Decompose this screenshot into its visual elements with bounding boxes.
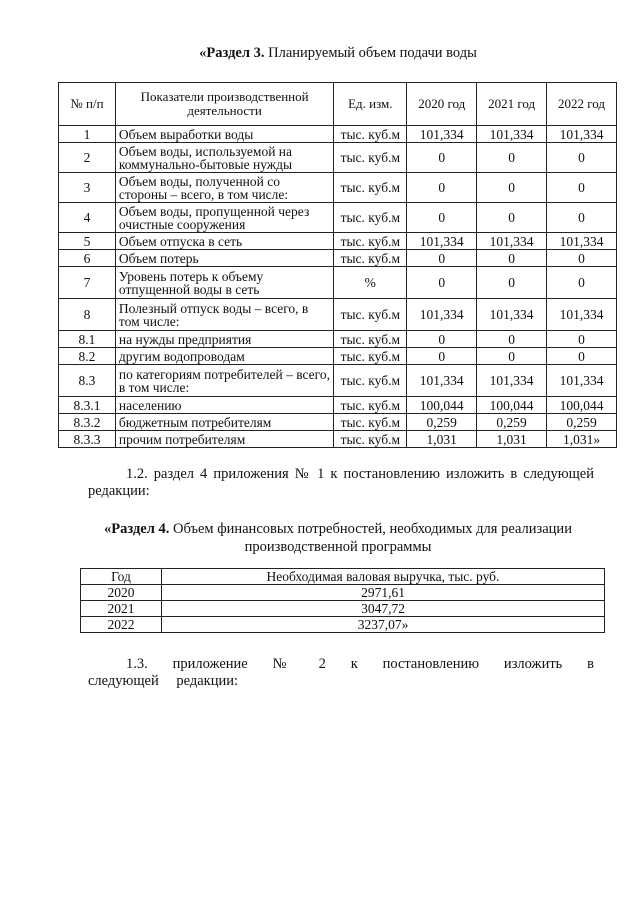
row-value-2020: 101,334	[407, 126, 477, 143]
row-unit: тыс. куб.м	[334, 397, 407, 414]
row-indicator: Уровень потерь к объему отпущенной воды в сеть	[115, 267, 333, 299]
financial-needs-table	[80, 568, 605, 633]
row-number: 7	[59, 267, 116, 299]
table-row	[59, 173, 617, 203]
row-number: 3	[59, 173, 116, 203]
row-value-2021: 0	[477, 267, 547, 299]
table-row	[59, 431, 617, 448]
row-indicator: бюджетным потребителям	[115, 414, 333, 431]
section-3-title: Планируемый объем подачи воды	[264, 45, 477, 61]
row-unit: тыс. куб.м	[334, 173, 407, 203]
row-value-2022: 101,334	[547, 233, 617, 250]
row-indicator: Объем отпуска в сеть	[115, 233, 333, 250]
row-value-2020: 1,031	[407, 431, 477, 448]
row-indicator: Объем воды, полученной со стороны – всего, в том числе:	[115, 173, 333, 203]
table-row	[81, 585, 605, 601]
row-value-2022: 0	[547, 331, 617, 348]
table-row	[59, 414, 617, 431]
row-value-2020: 0	[407, 203, 477, 233]
row-value-2022: 101,334	[547, 126, 617, 143]
row-number: 8	[59, 299, 116, 331]
row-indicator: другим водопроводам	[115, 348, 333, 365]
row-number: 8.3	[59, 365, 116, 397]
table-row	[59, 365, 617, 397]
row-value-2022: 0	[547, 143, 617, 173]
section-4-number: «Раздел 4.	[104, 521, 170, 537]
row-number: 8.1	[59, 331, 116, 348]
row-value-2021: 101,334	[477, 299, 547, 331]
table-row	[59, 331, 617, 348]
table-row	[59, 250, 617, 267]
row-unit: тыс. куб.м	[334, 233, 407, 250]
row-year: 2020	[81, 585, 162, 601]
row-number: 6	[59, 250, 116, 267]
row-unit: тыс. куб.м	[334, 143, 407, 173]
row-indicator: населению	[115, 397, 333, 414]
row-value-2020: 0	[407, 348, 477, 365]
table-row	[59, 203, 617, 233]
row-value-2020: 101,334	[407, 299, 477, 331]
table-row	[59, 233, 617, 250]
row-value-2021: 0	[477, 250, 547, 267]
header-number: № п/п	[59, 83, 116, 126]
table-row	[59, 267, 617, 299]
row-number: 2	[59, 143, 116, 173]
row-indicator: Объем выработки воды	[115, 126, 333, 143]
row-number: 8.3.3	[59, 431, 116, 448]
row-value-2020: 0	[407, 173, 477, 203]
row-value-2020: 101,334	[407, 365, 477, 397]
row-year: 2022	[81, 617, 162, 633]
row-value-2021: 101,334	[477, 233, 547, 250]
row-value-2021: 0,259	[477, 414, 547, 431]
section-4-title: Объем финансовых потребностей, необходимых для реализации производственной программы	[169, 521, 572, 555]
table-header-row	[59, 83, 617, 126]
row-value-2020: 0	[407, 331, 477, 348]
row-value-2021: 0	[477, 348, 547, 365]
row-unit: тыс. куб.м	[334, 348, 407, 365]
row-value-2020: 101,334	[407, 233, 477, 250]
row-unit: тыс. куб.м	[334, 431, 407, 448]
row-year: 2021	[81, 601, 162, 617]
row-number: 1	[59, 126, 116, 143]
row-value-2022: 0	[547, 173, 617, 203]
row-value-2022: 101,334	[547, 365, 617, 397]
header-year: Год	[81, 569, 162, 585]
table-row	[59, 348, 617, 365]
row-indicator: прочим потребителям	[115, 431, 333, 448]
row-unit: %	[334, 267, 407, 299]
row-value-2020: 100,044	[407, 397, 477, 414]
row-value-2021: 101,334	[477, 365, 547, 397]
row-value-2021: 0	[477, 331, 547, 348]
row-number: 8.3.1	[59, 397, 116, 414]
row-number: 8.2	[59, 348, 116, 365]
table-row	[81, 617, 605, 633]
row-unit: тыс. куб.м	[334, 203, 407, 233]
paragraph-1-2	[88, 466, 594, 500]
section-4-heading	[60, 520, 616, 556]
row-value-2021: 101,334	[477, 126, 547, 143]
header-2020: 2020 год	[407, 83, 477, 126]
row-value-2020: 0	[407, 143, 477, 173]
row-value-2022: 0	[547, 267, 617, 299]
section-3-heading	[60, 44, 616, 62]
row-indicator: по категориям потребителей – всего, в том числе:	[115, 365, 333, 397]
header-revenue: Необходимая валовая выручка, тыс. руб.	[162, 569, 605, 585]
row-value-2021: 0	[477, 173, 547, 203]
row-revenue: 2971,61	[162, 585, 605, 601]
section-3-number: «Раздел 3.	[199, 45, 265, 61]
row-unit: тыс. куб.м	[334, 365, 407, 397]
row-number: 4	[59, 203, 116, 233]
paragraph-1-3	[88, 656, 594, 690]
row-value-2022: 100,044	[547, 397, 617, 414]
row-value-2021: 0	[477, 143, 547, 173]
row-value-2022: 1,031»	[547, 431, 617, 448]
row-unit: тыс. куб.м	[334, 299, 407, 331]
row-indicator: Полезный отпуск воды – всего, в том числе:	[115, 299, 333, 331]
paragraph-1-2-text: 1.2. раздел 4 приложения № 1 к постановлению изложить в следующей редакции:	[88, 466, 594, 499]
row-value-2021: 100,044	[477, 397, 547, 414]
row-value-2022: 0	[547, 348, 617, 365]
table-row	[59, 299, 617, 331]
row-value-2022: 101,334	[547, 299, 617, 331]
header-unit: Ед. изм.	[334, 83, 407, 126]
row-number: 8.3.2	[59, 414, 116, 431]
row-unit: тыс. куб.м	[334, 414, 407, 431]
row-value-2021: 0	[477, 203, 547, 233]
water-supply-table	[58, 82, 617, 448]
row-unit: тыс. куб.м	[334, 250, 407, 267]
table-row	[59, 397, 617, 414]
row-value-2020: 0	[407, 267, 477, 299]
row-revenue: 3047,72	[162, 601, 605, 617]
header-2021: 2021 год	[477, 83, 547, 126]
paragraph-1-3-text: 1.3. приложение № 2 к постановлению изложить в следующей редакции:	[88, 656, 594, 689]
row-indicator: Объем потерь	[115, 250, 333, 267]
row-value-2021: 1,031	[477, 431, 547, 448]
row-indicator: Объем воды, используемой на коммунально-бытовые нужды	[115, 143, 333, 173]
row-number: 5	[59, 233, 116, 250]
header-2022: 2022 год	[547, 83, 617, 126]
row-value-2020: 0	[407, 250, 477, 267]
row-value-2022: 0	[547, 250, 617, 267]
row-indicator: на нужды предприятия	[115, 331, 333, 348]
row-revenue: 3237,07»	[162, 617, 605, 633]
header-indicator: Показатели производственной деятельности	[115, 83, 333, 126]
row-value-2022: 0	[547, 203, 617, 233]
table-row	[81, 601, 605, 617]
row-unit: тыс. куб.м	[334, 126, 407, 143]
table-header-row	[81, 569, 605, 585]
table-row	[59, 143, 617, 173]
row-unit: тыс. куб.м	[334, 331, 407, 348]
row-value-2022: 0,259	[547, 414, 617, 431]
row-indicator: Объем воды, пропущенной через очистные сооружения	[115, 203, 333, 233]
row-value-2020: 0,259	[407, 414, 477, 431]
table-row	[59, 126, 617, 143]
